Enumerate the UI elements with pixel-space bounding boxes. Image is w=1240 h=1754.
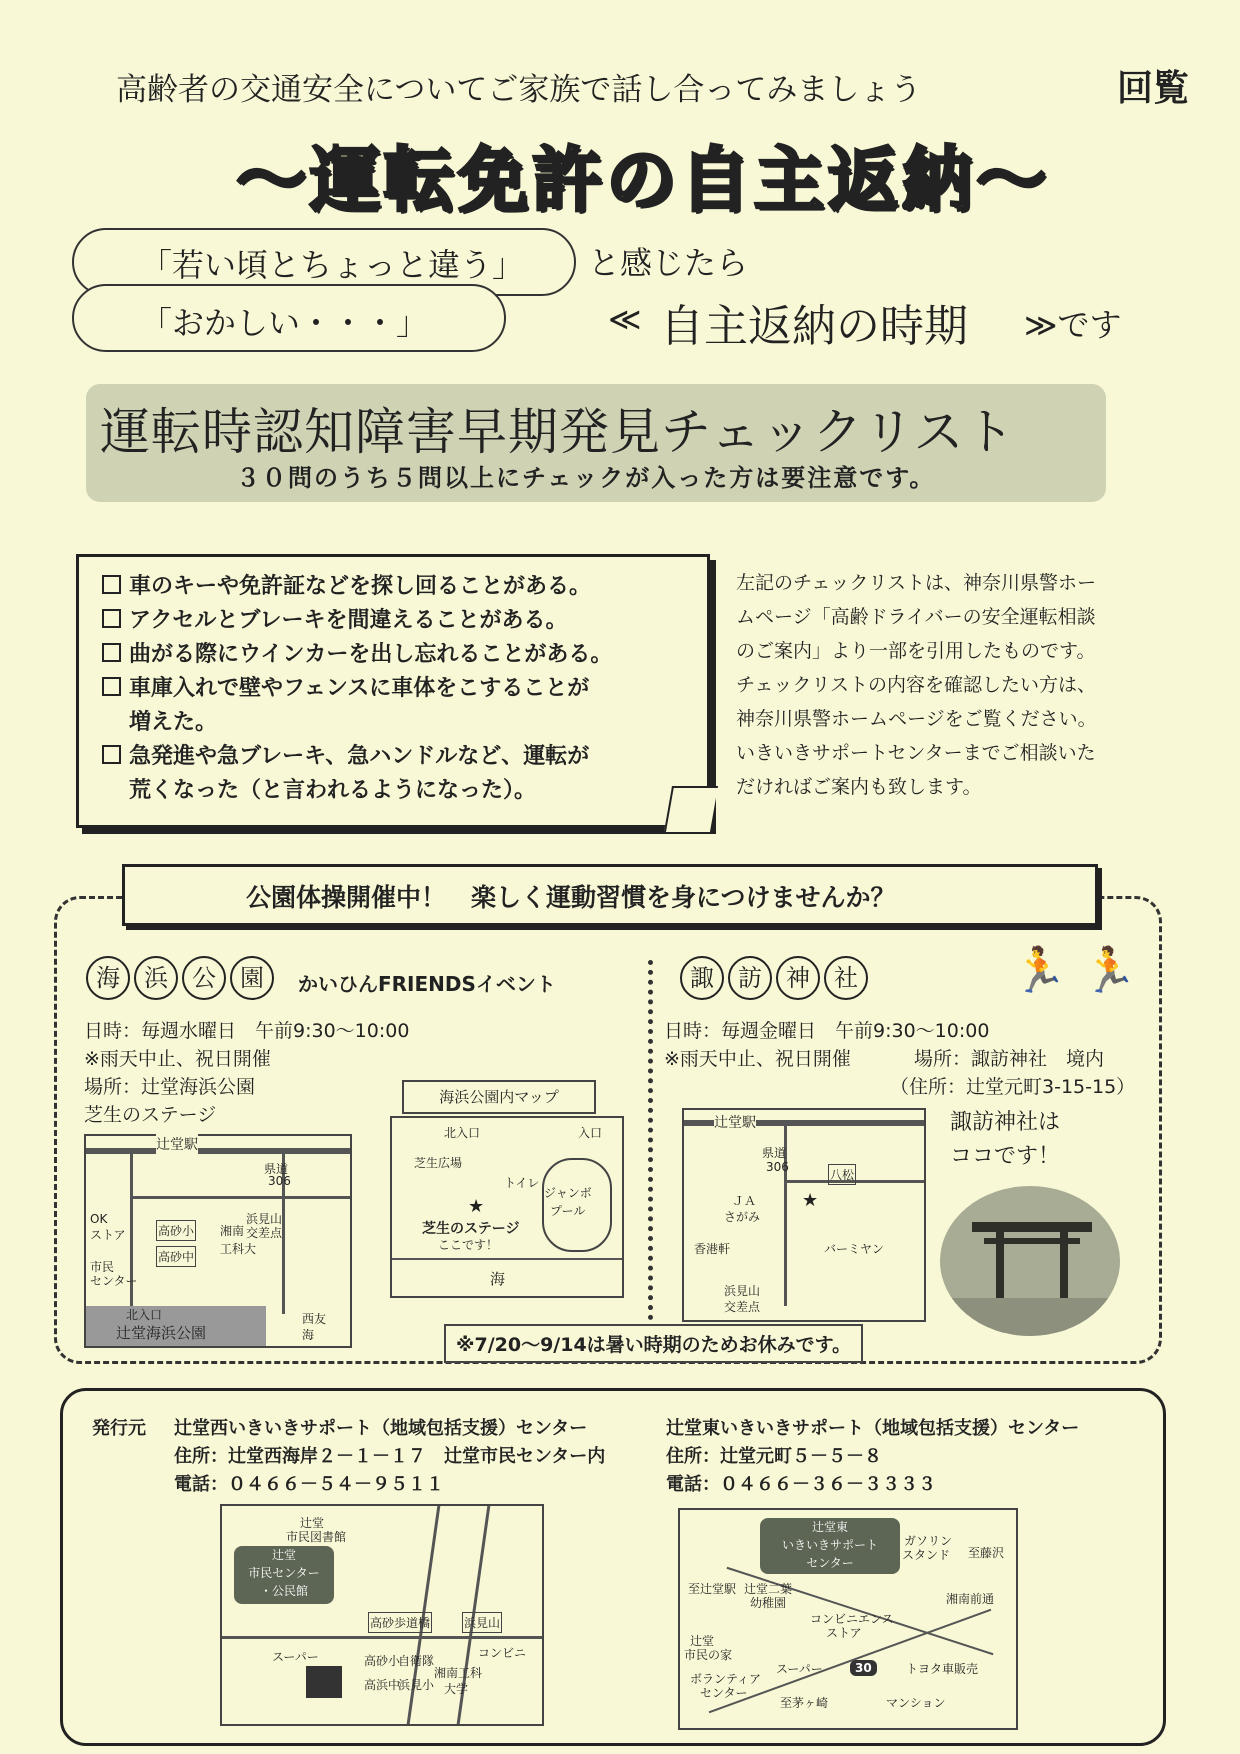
park-notice: ※7/20～9/14は暑い時期のためお休みです。 [444, 1324, 863, 1363]
kaihin-title [86, 956, 278, 1000]
route-marker: 30 [850, 1660, 877, 1676]
map-label: 香港軒 [694, 1242, 731, 1256]
map-label: 辻堂二葉 [744, 1582, 793, 1596]
map-label: 芝生のステージ [422, 1221, 520, 1237]
map-label: 市民の家 [684, 1648, 733, 1662]
checklist-item: 急発進や急ブレーキ、急ハンドルなど、運転が [102, 740, 702, 774]
checklist-banner-note: ３０問のうち５問以上にチェックが入った方は要注意です。 [236, 464, 936, 492]
title-char: 公 [182, 956, 226, 1000]
map-label: ボランティア [690, 1672, 762, 1686]
checklist-item: アクセルとブレーキを間違えることがある。 [102, 604, 702, 638]
title-char: 神 [776, 956, 820, 1000]
map-label: 高砂小 [364, 1654, 401, 1668]
title-char: 社 [824, 956, 868, 1000]
checkbox-icon [102, 745, 121, 764]
suwa-title [680, 956, 872, 1000]
park-banner-text: 公園体操開催中！ 楽しく運動習慣を身につけませんか？ [246, 883, 896, 912]
map-label: 浜見小 [398, 1678, 435, 1692]
east-center-map [678, 1508, 1018, 1730]
map-label: 辻堂 [690, 1634, 715, 1648]
map-label: 八松 [828, 1164, 856, 1185]
side-note-line: ムページ「高齢ドライバーの安全運転相談 [736, 606, 1096, 628]
map-label: 市民 [90, 1260, 115, 1274]
map-label: 北入口 [444, 1126, 481, 1140]
map-label: 幼稚園 [750, 1596, 787, 1610]
map-label: さがみ [724, 1210, 761, 1224]
map-label: プール [550, 1204, 586, 1218]
map-label: 交差点 [724, 1300, 761, 1314]
suwa-address: （住所：辻堂元町3-15-15） [890, 1076, 1136, 1098]
kaihin-date: 日時：毎週水曜日 午前9:30～10:00 [84, 1020, 410, 1042]
map-label: バーミヤン [824, 1242, 884, 1256]
map-label: 至茅ヶ崎 [780, 1696, 829, 1710]
suwa-date: 日時：毎週金曜日 午前9:30～10:00 [664, 1020, 990, 1042]
map-label: 306 [268, 1174, 291, 1188]
map-label: 自衛隊 [398, 1654, 435, 1668]
map-label: ジャンボ [544, 1186, 592, 1200]
map-label: 至辻堂駅 [688, 1582, 737, 1596]
map-label: 湘南前通 [946, 1592, 995, 1606]
map-label: ガソリン [904, 1534, 953, 1548]
map-label: 県道 [762, 1146, 787, 1160]
title-char: 園 [230, 956, 274, 1000]
cloud-text-2: 「おかしい・・・」 [140, 304, 429, 342]
cloud-after-main: 自主返納の時期 [660, 301, 968, 352]
page-title: ～運転免許の自主返納～ [236, 139, 1050, 221]
map-label: センター [90, 1274, 138, 1288]
kaihin-area-map [84, 1134, 352, 1348]
map-label: スーパー [776, 1662, 823, 1676]
title-char: 諏 [680, 956, 724, 1000]
suwa-place: 場所：諏訪神社 境内 [914, 1048, 1105, 1070]
title-char: 訪 [728, 956, 772, 1000]
checklist-item: 曲がる際にウインカーを出し忘れることがある。 [102, 638, 702, 672]
map-label: 辻堂駅 [156, 1134, 198, 1154]
cloud-after-open: ≪ [608, 300, 642, 338]
kaihin-place2: 芝生のステージ [84, 1104, 217, 1126]
map-label: 湘南工科 [434, 1666, 483, 1680]
title-char: 浜 [134, 956, 178, 1000]
checklist-items [102, 570, 702, 808]
kaihin-park-map [390, 1116, 624, 1298]
map-label: トイレ [504, 1176, 540, 1190]
checklist-item: 車庫入れで壁やフェンスに車体をこすることが [102, 672, 702, 706]
shrine-photo [940, 1186, 1120, 1336]
checklist-item-cont: 増えた。 [129, 710, 218, 735]
map-label: ストア [90, 1228, 126, 1242]
checkbox-icon [102, 609, 121, 628]
section-divider [648, 960, 653, 1340]
exercise-figure-icon: 🏃 [1082, 945, 1137, 996]
circulation-mark: 回覧 [1117, 68, 1190, 109]
map-label: 306 [766, 1160, 789, 1174]
map-label: ここです！ [438, 1238, 499, 1252]
map-label: スーパー [272, 1650, 319, 1664]
map-label: 高浜中 [364, 1678, 401, 1692]
map-label: 高砂中 [156, 1246, 196, 1267]
map-label: 至藤沢 [968, 1546, 1005, 1560]
west-center-map [220, 1504, 544, 1726]
east-center-phone: 電話：０４６６－３６－３３３３ [666, 1474, 936, 1495]
star-icon: ★ [802, 1190, 819, 1211]
checkbox-icon [102, 575, 121, 594]
map-label: 浜見山 [246, 1212, 283, 1226]
map-label: 浜見山 [724, 1284, 761, 1298]
side-note-line: 左記のチェックリストは、神奈川県警ホー [736, 572, 1097, 594]
map-label: トヨタ車販売 [906, 1662, 979, 1676]
west-center-badge: 辻堂 市民センター ・公民館 [234, 1546, 334, 1604]
map-label: マンション [886, 1696, 946, 1710]
side-note [736, 566, 1176, 804]
star-icon: ★ [468, 1196, 485, 1217]
kaihin-place: 場所：辻堂海浜公園 [84, 1076, 256, 1098]
side-note-line: のご案内」より一部を引用したものです。 [736, 640, 1096, 662]
map-label: 入口 [578, 1126, 603, 1140]
map-label: 交差点 [246, 1226, 283, 1240]
map-label: 高砂歩道橋 [368, 1612, 432, 1633]
suwa-area-map [682, 1108, 926, 1322]
side-note-line: だければご案内も致します。 [736, 776, 982, 798]
kaihin-rain: ※雨天中止、祝日開催 [84, 1048, 271, 1070]
map-label: 海 [302, 1328, 315, 1342]
cloud-text-1: 「若い頃とちょっと違う」 [140, 246, 525, 284]
map-label: センター [700, 1686, 748, 1700]
side-note-line: チェックリストの内容を確認したい方は、 [736, 674, 1097, 696]
west-center-phone: 電話：０４６６－５４－９５１１ [174, 1474, 444, 1495]
map-label: 県道 [264, 1162, 289, 1176]
header-subtitle: 高齢者の交通安全についてご家族で話し合ってみましょう [116, 72, 922, 108]
map-label: スタンド [902, 1548, 951, 1562]
map-label: 高砂小 [156, 1220, 196, 1241]
map-label: 芝生広場 [414, 1156, 463, 1170]
map-label: コンビニエンス [810, 1612, 894, 1626]
callout-line: ココです！ [950, 1144, 1061, 1169]
checklist-banner-title: 運転時認知障害早期発見チェックリスト [100, 403, 1016, 461]
checklist-item: 車のキーや免許証などを探し回ることがある。 [102, 570, 702, 604]
map-label: 海 [490, 1270, 506, 1288]
issuer-label: 発行元 [92, 1418, 146, 1439]
checkbox-icon [102, 677, 121, 696]
checkbox-icon [102, 643, 121, 662]
kaihin-map-ribbon: 海浜公園内マップ [402, 1080, 596, 1114]
east-center-badge: 辻堂東 いきいきサポート センター [760, 1518, 900, 1574]
map-label: 西友 [302, 1312, 327, 1326]
side-note-line: いきいきサポートセンターまでご相談いた [736, 742, 1096, 764]
map-label: 市民図書館 [286, 1530, 347, 1544]
side-note-line: 神奈川県警ホームページをご覧ください。 [736, 708, 1097, 730]
map-label: 浜見山 [462, 1612, 502, 1633]
east-center-name: 辻堂東いきいきサポート（地域包括支援）センター [666, 1418, 1080, 1439]
map-label: 工科大 [220, 1242, 257, 1256]
title-char: 海 [86, 956, 130, 1000]
map-label: コンビニ [478, 1646, 527, 1660]
map-label: 辻堂海浜公園 [116, 1324, 207, 1342]
east-center-address: 住所：辻堂元町５－５－８ [666, 1446, 882, 1467]
map-label: 湘南 [220, 1224, 245, 1238]
callout-line: 諏訪神社は [950, 1110, 1061, 1135]
cloud-after-close: ≫です [1024, 306, 1122, 344]
suwa-callout [950, 1106, 1060, 1174]
map-label: ストア [826, 1626, 862, 1640]
map-label: OK [90, 1212, 108, 1226]
west-center-address: 住所：辻堂西海岸２－１－１７ 辻堂市民センター内 [174, 1446, 606, 1467]
map-label: ＪＡ [732, 1194, 757, 1208]
checklist-item-cont: 荒くなった（と言われるようになった）。 [129, 778, 537, 803]
map-label: 辻堂 [300, 1516, 325, 1530]
map-label: 北入口 [126, 1308, 163, 1322]
kaihin-event: かいひんFRIENDSイベント [298, 972, 556, 996]
west-center-name: 辻堂西いきいきサポート（地域包括支援）センター [174, 1418, 588, 1439]
cloud-after-1: と感じたら [588, 244, 749, 282]
suwa-rain: ※雨天中止、祝日開催 [664, 1048, 851, 1070]
map-label: 大学 [444, 1682, 469, 1696]
map-label: 辻堂駅 [714, 1112, 756, 1132]
exercise-figure-icon: 🏃 [1012, 945, 1067, 996]
